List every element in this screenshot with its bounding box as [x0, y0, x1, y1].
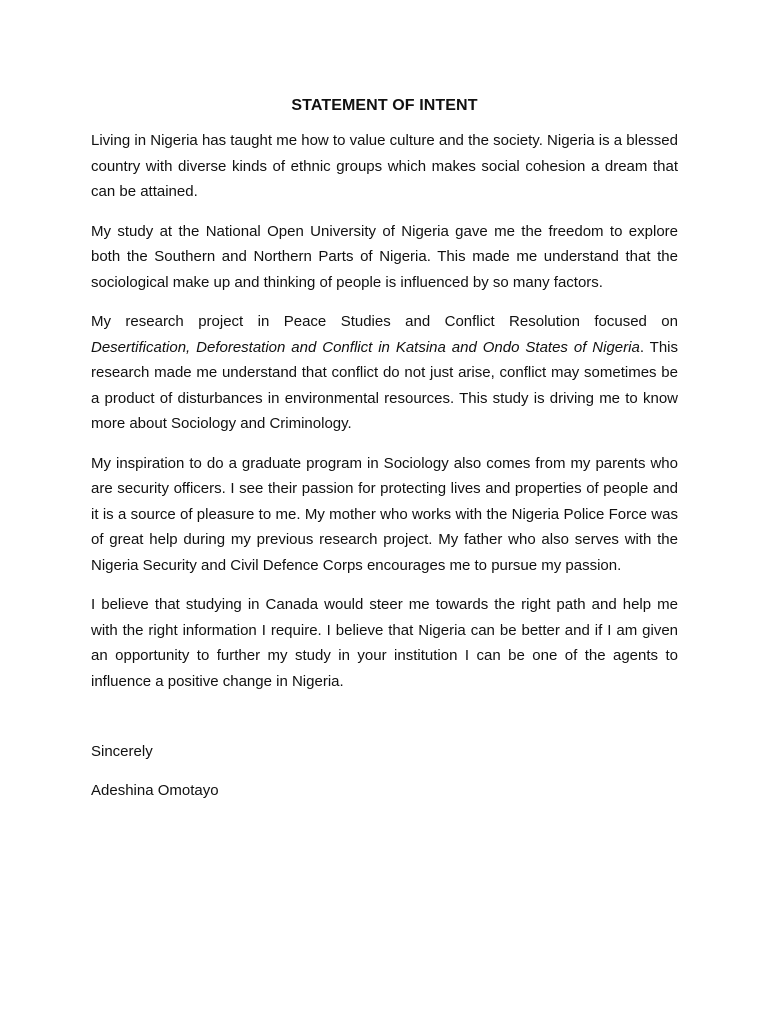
research-project-title: Desertification, Deforestation and Conflict in Katsina and Ondo States of Nigeria: [91, 338, 640, 356]
paragraph-culture: Living in Nigeria has taught me how to value culture and the society. Nigeria is a blessed country with diverse kinds of ethnic groups which makes social cohesion a dream that can be attained.: [91, 132, 678, 200]
paragraph-inspiration: My inspiration to do a graduate program in Sociology also comes from my parents who are security officers. I see their passion for protecting lives and properties of people and it is a source of pleasure to me. My mother who works with the Nigeria Police Force was of great help during my previous research project. My father who also serves with the Nigeria Security and Civil Defence Corps encourages me to pursue my passion.: [91, 454, 678, 574]
paragraph-research: [91, 309, 678, 437]
closing-salutation: Sincerely: [91, 743, 153, 760]
paragraph-research-rest: . This research made me understand that conflict do not just arise, conflict may sometimes be a product of disturbances in environmental resources. This study is driving me to know more about Sociology and Criminology.: [91, 338, 678, 432]
paragraph-university: My study at the National Open University of Nigeria gave me the freedom to explore both the Southern and Northern Parts of Nigeria. This made me understand that the sociological make up and thinking of people is influenced by so many factors.: [91, 222, 678, 291]
signature-name: Adeshina Omotayo: [91, 782, 219, 799]
document-title: STATEMENT OF INTENT: [291, 97, 478, 114]
paragraph-research-intro: My research project in Peace Studies and Conflict Resolution focused on: [91, 313, 678, 330]
paragraph-canada: I believe that studying in Canada would steer me towards the right path and help me with the right information I require. I believe that Nigeria can be better and if I am given an opportunity to further my study in your institution I can be one of the agents to influence a positive change in Nigeria.: [91, 596, 678, 690]
document-body: [91, 95, 678, 803]
